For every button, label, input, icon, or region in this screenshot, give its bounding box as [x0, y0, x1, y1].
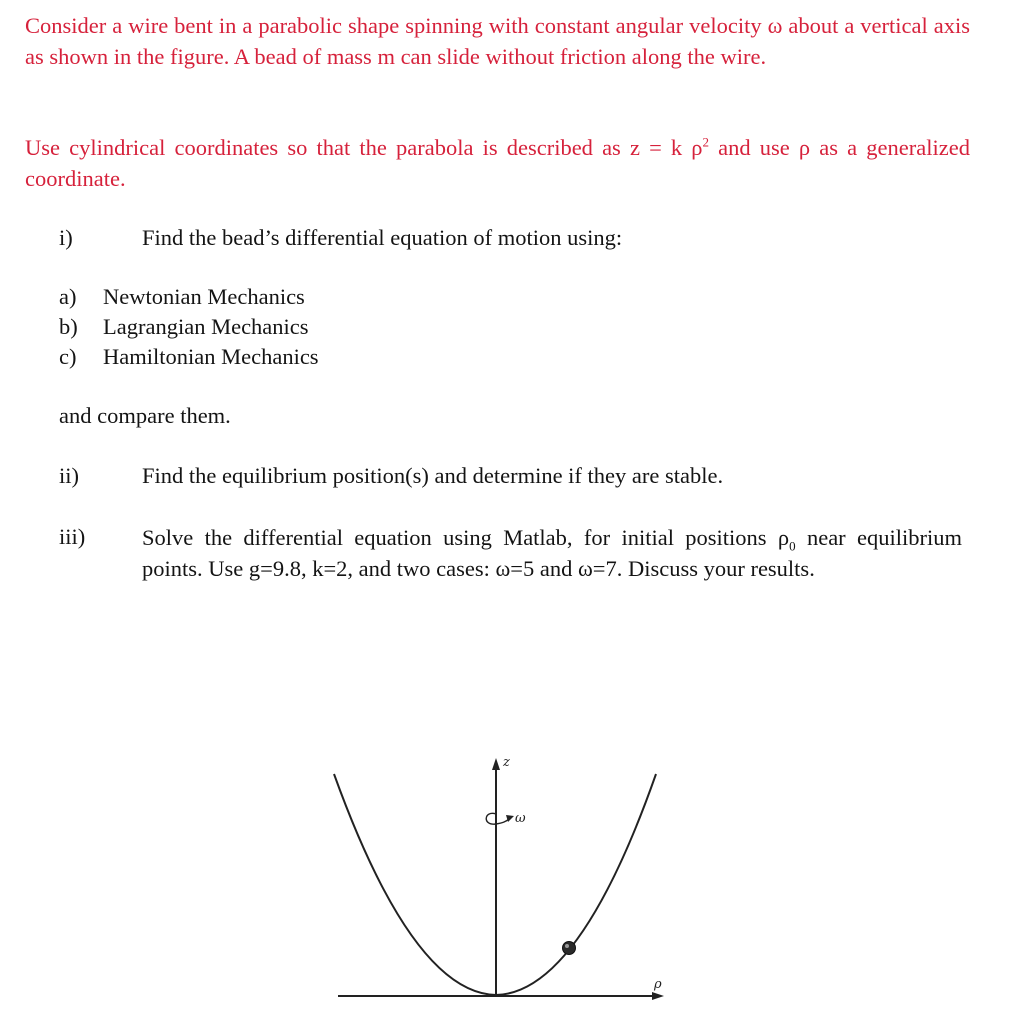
squared-superscript: 2 [702, 134, 710, 150]
question-2-text: Find the equilibrium position(s) and determine if they are stable. [142, 463, 724, 488]
intro-paragraph-2-rest: and use ρ as a generalized coordinate. [25, 135, 970, 191]
option-c [59, 342, 319, 372]
question-3-number: iii) [59, 524, 86, 549]
question-3-text-part2: near equilibrium points. Use g=9.8, k=2, and two cases: ω=5 and ω=7. Discuss your results. [142, 525, 962, 581]
z-axis-arrowhead [492, 758, 500, 770]
rotation-arrow-icon [486, 813, 510, 824]
rho-subscript: 0 [789, 538, 796, 554]
intro-paragraph-2 [25, 132, 970, 194]
option-a-text: Newtonian Mechanics [103, 284, 305, 309]
question-1-text: Find the bead’s differential equation of motion using: [142, 225, 623, 250]
compare-text: and compare them. [59, 403, 231, 428]
bead [563, 942, 576, 955]
rho-label: ρ [654, 977, 662, 992]
question-3-text-part1: Solve the differential equation using Matlab, for initial positions ρ [142, 525, 790, 550]
question-2-number: ii) [59, 463, 79, 488]
z-label: z [503, 755, 510, 770]
rho-axis-arrowhead [652, 992, 664, 1000]
omega-label: ω [515, 811, 526, 826]
parabola-figure [0, 740, 1022, 1024]
option-c-label: c) [59, 344, 77, 369]
intro-paragraph-1: Consider a wire bent in a parabolic shape spinning with constant angular velocity ω about a vertical axis as shown in the figure. A bead of mass m can slide without friction along the wire. [25, 13, 970, 69]
bead-highlight [565, 944, 569, 948]
option-b-text: Lagrangian Mechanics [103, 314, 309, 339]
option-b-label: b) [59, 314, 78, 339]
option-a [59, 282, 305, 312]
option-a-label: a) [59, 284, 77, 309]
option-b [59, 312, 309, 342]
option-c-text: Hamiltonian Mechanics [103, 344, 319, 369]
question-3-text [142, 522, 962, 584]
question-1-number: i) [59, 225, 73, 250]
intro-paragraph-2-text: Use cylindrical coordinates so that the parabola is described as z = k ρ [25, 135, 703, 160]
